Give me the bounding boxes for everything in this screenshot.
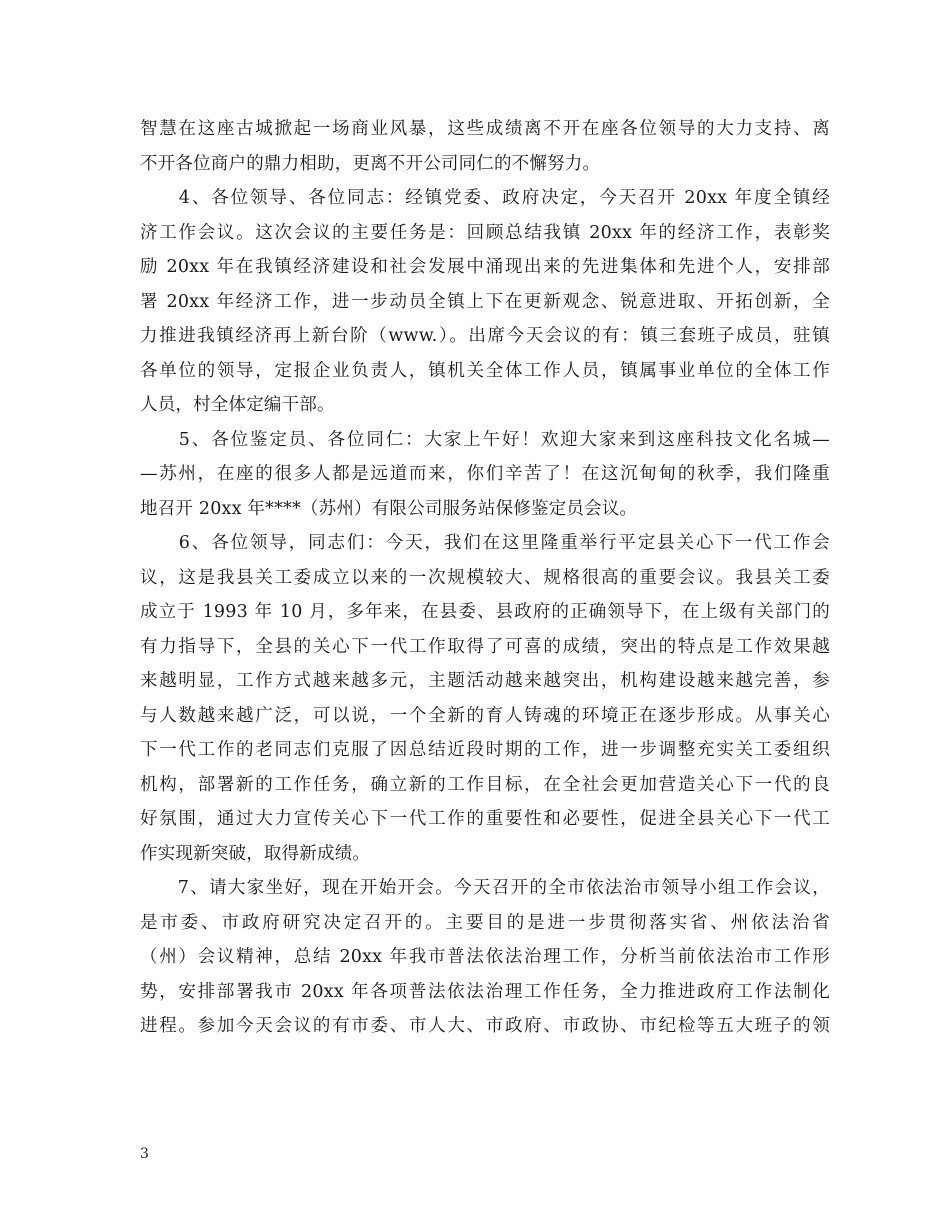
text-line: 署 20xx 年经济工作，进一步动员全镇上下在更新观念、锐意进取、开拓创新，全: [140, 291, 830, 312]
document-body: [140, 112, 830, 1044]
text-line: 力推进我镇经济再上新台阶（www.）。出席今天会议的有：镇三套班子成员，驻镇: [140, 326, 830, 346]
text-line: 是市委、市政府研究决定召开的。主要目的是进一步贯彻落实省、州依法治省: [140, 912, 830, 933]
text-line: （州）会议精神，总结 20xx 年我市普法依法治理工作，分析当前依法治市工作形: [140, 947, 830, 967]
text-line: 来越明显，工作方式越来越多元，主题活动越来越突出，机构建设越来越完善，参: [140, 671, 830, 691]
text-line: 6、各位领导，同志们：今天，我们在这里隆重举行平定县关心下一代工作会: [140, 533, 830, 553]
text-line: 5、各位鉴定员、各位同仁：大家上午好！欢迎大家来到这座科技文化名城—: [140, 429, 830, 450]
paragraph: [140, 526, 830, 871]
paragraph: [140, 112, 830, 181]
text-line: 智慧在这座古城掀起一场商业风暴，这些成绩离不开在座各位领导的大力支持、离: [140, 119, 830, 139]
paragraph: [140, 871, 830, 1044]
text-line: 励 20xx 年在我镇经济建设和社会发展中涌现出来的先进集体和先进个人，安排部: [140, 257, 830, 277]
text-line: 与人数越来越广泛，可以说，一个全新的育人铸魂的环境正在逐步形成。从事关心: [140, 705, 830, 726]
text-line: 有力指导下，全县的关心下一代工作取得了可喜的成绩，突出的特点是工作效果越: [140, 636, 830, 657]
text-line: 作实现新突破，取得新成绩。: [140, 843, 371, 864]
text-line: 好氛围，通过大力宣传关心下一代工作的重要性和必要性，促进全县关心下一代工: [140, 809, 830, 829]
text-line: 不开各位商户的鼎力相助，更离不开公司同仁的不懈努力。: [140, 153, 601, 174]
text-line: 进程。参加今天会议的有市委、市人大、市政府、市政协、市纪检等五大班子的领: [140, 1016, 830, 1036]
text-line: 济工作会议。这次会议的主要任务是：回顾总结我镇 20xx 年的经济工作，表彰奖: [140, 222, 830, 243]
text-line: 势，安排部署我市 20xx 年各项普法依法治理工作任务，全力推进政府工作法制化: [140, 981, 830, 1002]
text-line: 各单位的领导，定报企业负责人，镇机关全体工作人员，镇属事业单位的全体工作: [140, 360, 830, 381]
paragraph: [140, 423, 830, 527]
text-line: —苏州，在座的很多人都是远道而来，你们辛苦了！在这沉甸甸的秋季，我们隆重: [140, 464, 830, 484]
paragraph: [140, 181, 830, 423]
text-line: 成立于 1993 年 10 月，多年来，在县委、县政府的正确领导下，在上级有关部门的: [140, 602, 830, 622]
text-line: 机构，部署新的工作任务，确立新的工作目标，在全社会更加营造关心下一代的良: [140, 774, 830, 795]
text-line: 下一代工作的老同志们克服了因总结近段时期的工作，进一步调整充实关工委组织: [140, 740, 830, 760]
text-line: 7、请大家坐好，现在开始开会。今天召开的全市依法治市领导小组工作会议，: [140, 878, 830, 898]
text-line: 4、各位领导、各位同志：经镇党委、政府决定，今天召开 20xx 年度全镇经: [140, 188, 830, 208]
text-line: 议，这是我县关工委成立以来的一次规模较大、规格很高的重要会议。我县关工委: [140, 567, 830, 588]
page-number: 3: [140, 1146, 149, 1162]
text-line: 地召开 20xx 年****（苏州）有限公司服务站保修鉴定员会议。: [140, 498, 638, 519]
text-line: 人员，村全体定编干部。: [140, 395, 335, 415]
